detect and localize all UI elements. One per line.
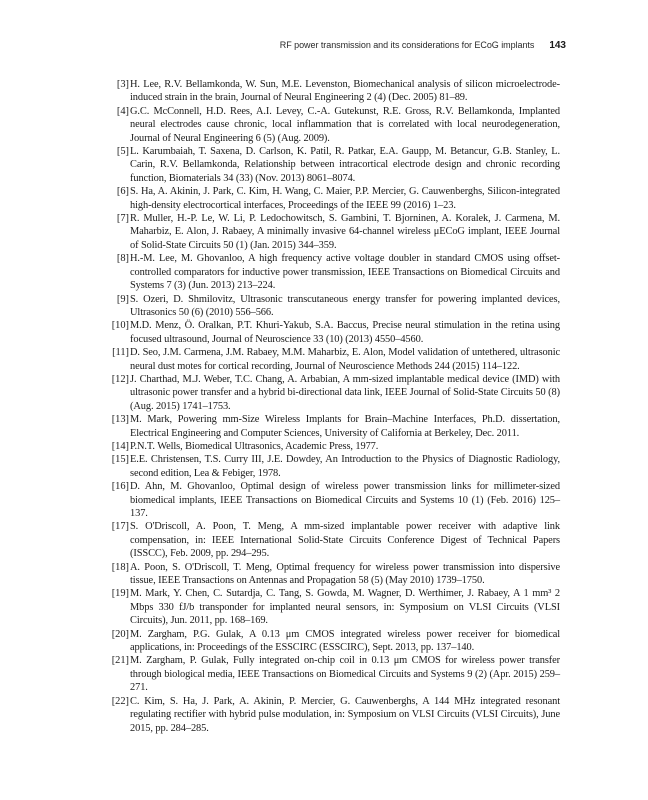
reference-item — [0, 319, 648, 346]
page-header — [0, 40, 566, 51]
reference-text: S. Ozeri, D. Shmilovitz, Ultrasonic transcutaneous energy transfer for powering implanted devices, Ultrasonics 50 (6) (2010) 556–566. — [130, 293, 560, 318]
reference-number: [18] — [111, 561, 129, 573]
reference-number: [16] — [111, 481, 129, 493]
reference-number: [6] — [116, 186, 129, 198]
reference-text: M. Zargham, P.G. Gulak, A 0.13 μm CMOS integrated wireless power receiver for biomedical applications, in: Proceedings of the ESSCIRC (ESSCIRC), Sept. 2013, pp. 137–140. — [130, 628, 560, 654]
reference-item — [0, 105, 648, 145]
reference-number: [20] — [111, 628, 129, 640]
reference-number: [4] — [116, 105, 129, 117]
reference-text: D. Seo, J.M. Carmena, J.M. Rabaey, M.M. Maharbiz, E. Alon, Model validation of untethered, ultrasonic neural dust motes for cortical recording, Journal of Neuroscience Methods 244 (2015) 114–122. — [130, 347, 560, 372]
reference-item — [0, 293, 648, 320]
reference-item — [0, 212, 648, 252]
reference-item — [0, 480, 648, 520]
reference-number: [5] — [116, 146, 129, 158]
reference-item — [0, 561, 648, 588]
reference-number: [7] — [116, 213, 129, 225]
reference-text: C. Kim, S. Ha, J. Park, A. Akinin, P. Mercier, G. Cauwenberghs, A 144 MHz integrated resonant regulating rectifier with hybrid pulse modulation, in: Symposium on VLSI Circuits (VLSI Circuits), June 2015, pp. 284–285. — [130, 695, 560, 734]
reference-text: D. Ahn, M. Ghovanloo, Optimal design of wireless power transmission links for millimeter-sized biomedical implants, IEEE Transactions on Biomedical Circuits and Systems 10 (1) (Feb. 2016) 125–137. — [130, 481, 560, 519]
reference-text: P.N.T. Wells, Biomedical Ultrasonics, Academic Press, 1977. — [130, 440, 379, 452]
reference-text: A. Poon, S. O'Driscoll, T. Meng, Optimal frequency for wireless power transmission into dispersive tissue, IEEE Transactions on Antennas and Propagation 58 (5) (May 2010) 1739–1750. — [130, 561, 560, 587]
page-number: 143 — [549, 40, 566, 51]
reference-item — [0, 78, 648, 105]
reference-number: [8] — [116, 253, 129, 265]
reference-number: [12] — [111, 373, 129, 385]
reference-text: H. Lee, R.V. Bellamkonda, W. Sun, M.E. Levenston, Biomechanical analysis of silicon microelectrode-induced strain in the brain, Journal of Neural Engineering 2 (4) (Dec. 2005) 81–89. — [130, 79, 560, 104]
reference-list — [0, 78, 648, 735]
reference-item — [0, 520, 648, 560]
reference-text: J. Charthad, M.J. Weber, T.C. Chang, A. Arbabian, A mm-sized implantable medical device (IMD) with ultrasonic power transfer and a hybrid bi-directional data link, IEEE Journal of Solid-State Circuits 50 (8) (Aug. 2015) 1741–1753. — [130, 373, 560, 412]
reference-number: [9] — [116, 293, 129, 305]
reference-text: R. Muller, H.-P. Le, W. Li, P. Ledochowitsch, S. Gambini, T. Bjorninen, A. Koralek, J. Carmena, M. Maharbiz, E. Alon, J. Rabaey, A minimally invasive 64-channel wireless μECoG implant, IEEE Journal of Solid-State Circuits 50 (1) (Jan. 2015) 344–359. — [130, 213, 560, 251]
reference-text: M. Mark, Y. Chen, C. Sutardja, C. Tang, S. Gowda, M. Wagner, D. Werthimer, J. Rabaey, A 1 mm³ 2 Mbps 330 fJ/b transponder for implanted neural sensors, in: Symposium on VLSI Circuits (VLSI Circuits), Jun. 2011, pp. 168–169. — [130, 588, 560, 627]
reference-item — [0, 654, 648, 694]
reference-number: [3] — [116, 79, 129, 90]
reference-item — [0, 373, 648, 413]
reference-text: H.-M. Lee, M. Ghovanloo, A high frequency active voltage doubler in standard CMOS using offset-controlled comparators for inductive power transmission, IEEE Transactions on Biomedical Circuits and Systems 7 (3) (Jun. 2013) 213–224. — [130, 253, 560, 292]
reference-number: [22] — [111, 695, 129, 707]
reference-number: [14] — [111, 440, 129, 452]
reference-number: [15] — [111, 454, 129, 466]
reference-item — [0, 252, 648, 292]
reference-item — [0, 440, 648, 453]
reference-text: E.E. Christensen, T.S. Curry III, J.E. Dowdey, An Introduction to the Physics of Diagnostic Radiology, second edition, Lea & Febiger, 1978. — [130, 454, 560, 479]
reference-item — [0, 185, 648, 212]
reference-number: [11] — [112, 347, 129, 359]
reference-item — [0, 587, 648, 627]
reference-item — [0, 695, 648, 735]
running-title: RF power transmission and its considerations for ECoG implants — [279, 40, 535, 50]
reference-number: [21] — [111, 655, 129, 667]
reference-number: [19] — [111, 588, 129, 600]
reference-text: M. Mark, Powering mm-Size Wireless Implants for Brain–Machine Interfaces, Ph.D. dissertation, Electrical Engineering and Computer Sciences, University of California at Berkeley, Dec. 2011. — [130, 414, 560, 439]
reference-number: [13] — [111, 414, 129, 426]
reference-item — [0, 453, 648, 480]
reference-item — [0, 145, 648, 185]
reference-text: M. Zargham, P. Gulak, Fully integrated on-chip coil in 0.13 μm CMOS for wireless power transfer through biological media, IEEE Transactions on Biomedical Circuits and Systems 9 (2) (Apr. 2015) 259–271. — [130, 655, 560, 694]
reference-number: [17] — [111, 521, 129, 533]
reference-text: S. O'Driscoll, A. Poon, T. Meng, A mm-sized implantable power receiver with adaptive link compensation, in: IEEE International Solid-State Circuits Conference Digest of Technical Papers (ISSCC), Feb. 2009, pp. 294–295. — [130, 521, 560, 560]
reference-item — [0, 413, 648, 440]
reference-item — [0, 346, 648, 373]
reference-text: M.D. Menz, Ö. Oralkan, P.T. Khuri-Yakub, S.A. Baccus, Precise neural stimulation in the retina using focused ultrasound, Journal of Neuroscience 33 (10) (2013) 4550–4560. — [130, 320, 560, 345]
reference-text: L. Karumbaiah, T. Saxena, D. Carlson, K. Patil, R. Patkar, E.A. Gaupp, M. Betancur, G.B. Stanley, L. Carin, R.V. Bellamkonda, Relationship between intracortical electrode design and chronic recording function, Biomaterials 34 (33) (Nov. 2013) 8061–8074. — [130, 146, 560, 184]
reference-number: [10] — [111, 320, 129, 332]
reference-text: G.C. McConnell, H.D. Rees, A.I. Levey, C.-A. Gutekunst, R.E. Gross, R.V. Bellamkonda, Implanted neural electrodes cause chronic, local inflammation that is correlated with local neurodegeneration, Journal of Neural Engineering 6 (5) (Aug. 2009). — [130, 105, 560, 144]
reference-text: S. Ha, A. Akinin, J. Park, C. Kim, H. Wang, C. Maier, P.P. Mercier, G. Cauwenberghs, Silicon-integrated high-density electrocortical interfaces, Proceedings of the IEEE 99 (2016) 1–23. — [130, 186, 560, 211]
reference-item — [0, 628, 648, 655]
